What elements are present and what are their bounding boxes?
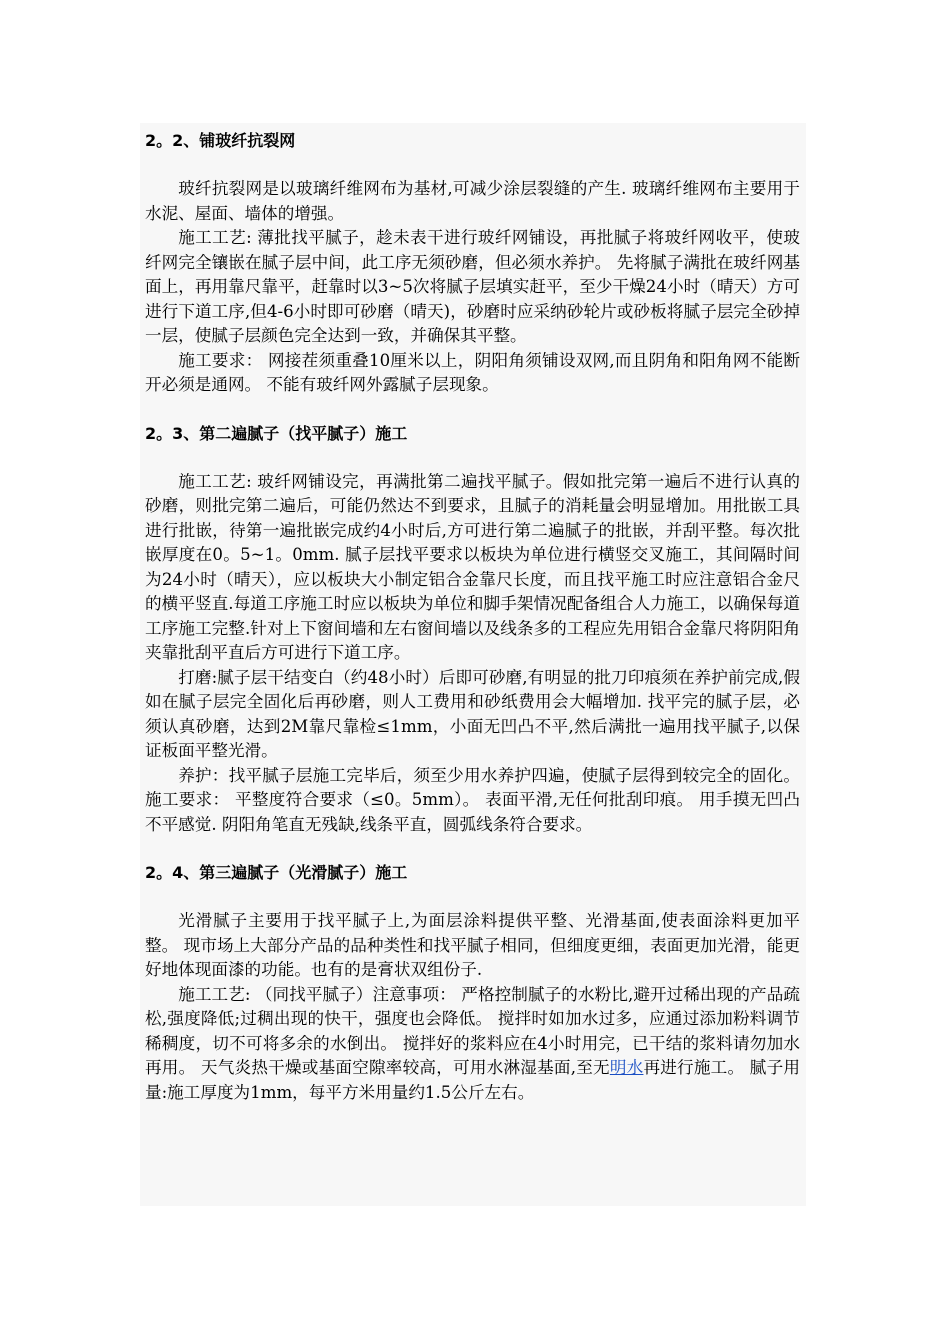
paragraph: 施工工艺: 玻纤网铺设完，再满批第二遍找平腻子。假如批完第一遍后不进行认真的砂磨，则批完第二遍后，可能仍然达不到要求，且腻子的消耗量会明显增加。用批嵌工具进行批嵌，待第一遍批嵌完成约4小时后,方可进行第二遍腻子的批嵌，并刮平整。每次批嵌厚度在0。5~1。0mm. 腻子层找平要求以板块为单位进行横竖交叉施工，其间隔时间为24小时（晴天），应以板块大小制定铝合金靠尺长度，而且找平施工时应注意铝合金尺的横平竖直.每道工序施工时应以板块为单位和脚手架情况配备组合人力施工，以确保每道工序施工完整.针对上下窗间墙和左右窗间墙以及线条多的工程应先用铝合金靠尺将阴阳角夹靠批刮平直后方可进行下道工序。 xyxy=(145,471,800,662)
paragraph-text: 施工工艺: （同找平腻子）注意事项： 严格控制腻子的水粉比,避开过稀出现的产品疏松,强度降低;过稠出现的快干，强度也会降低。 搅拌时如加水过多，应通过添加粉料调节稀稠度，切不可将多余的水倒出。 搅拌好的浆料应在4小时用完，已干结的浆料请勿加水再用。 天气炎热干燥或基面空隙率较高，可用水淋湿基面,至无 xyxy=(145,984,800,1077)
hyperlink-mingshui[interactable]: 明水 xyxy=(609,1058,644,1077)
paragraph: 光滑腻子主要用于找平腻子上,为面层涂料提供平整、光滑基面,使表面涂料更加平整。 现市场上大部分产品的品种类性和找平腻子相同，但细度更细，表面更加光滑，能更好地体现面漆的功能。也有的是膏状双组份子. xyxy=(145,911,800,979)
paragraph: 养护：找平腻子层施工完毕后，须至少用水养护四遍，使腻子层得到较完全的固化。 施工要求： 平整度符合要求（≤0。5mm）。 表面平滑,无任何批刮印痕。 用手摸无凹凸不平感觉. 阴阳角笔直无残缺,线条平直，圆弧线条符合要求。 xyxy=(145,765,800,834)
document-page xyxy=(140,123,806,1206)
paragraph-text-tail: 再进行施工。 腻子用量:施工厚度为1mm，每平方米用量约1.5公斤左右。 xyxy=(145,1058,800,1102)
section-heading-2-2: 2。2、铺玻纤抗裂网 xyxy=(145,131,296,150)
spacer xyxy=(145,446,800,470)
spacer xyxy=(145,398,800,422)
paragraph: 施工工艺: 薄批找平腻子，趁未表干进行玻纤网铺设，再批腻子将玻纤网收平，使玻纤网完全镶嵌在腻子层中间，此工序无须砂磨，但必须水养护。 先将腻子满批在玻纤网基面上，再用靠尺靠平，赶靠时以3~5次将腻子层填实赶平，至少干燥24小时（晴天）方可进行下道工序,但4-6小时即可砂磨（晴天)，砂磨时应采纳砂轮片或砂板将腻子层完全砂掉一层，使腻子层颜色完全达到一致，并确保其平整。 xyxy=(145,228,800,345)
paragraph: 玻纤抗裂网是以玻璃纤维网布为基材,可减少涂层裂缝的产生. 玻璃纤维网布主要用于水泥、屋面、墙体的增强。 xyxy=(145,179,800,223)
paragraph-with-link xyxy=(145,983,800,1106)
spacer xyxy=(145,153,800,177)
paragraph: 施工要求： 网接茬须重叠10厘米以上，阴阳角须铺设双网,而且阴角和阳角网不能断开必须是通网。 不能有玻纤网外露腻子层现象。 xyxy=(145,350,800,394)
spacer xyxy=(145,885,800,909)
section-heading-2-4: 2。4、第三遍腻子（光滑腻子）施工 xyxy=(145,863,408,882)
spacer xyxy=(145,837,800,861)
paragraph: 打磨:腻子层干结变白（约48小时）后即可砂磨,有明显的批刀印痕须在养护前完成,假如在腻子层完全固化后再砂磨，则人工费用和砂纸费用会大幅增加. 找平完的腻子层，必须认真砂磨，达到2M靠尺靠检≤1mm，小面无凹凸不平,然后满批一遍用找平腻子,以保证板面平整光滑。 xyxy=(145,667,800,760)
section-heading-2-3: 2。3、第二遍腻子（找平腻子）施工 xyxy=(145,423,408,443)
